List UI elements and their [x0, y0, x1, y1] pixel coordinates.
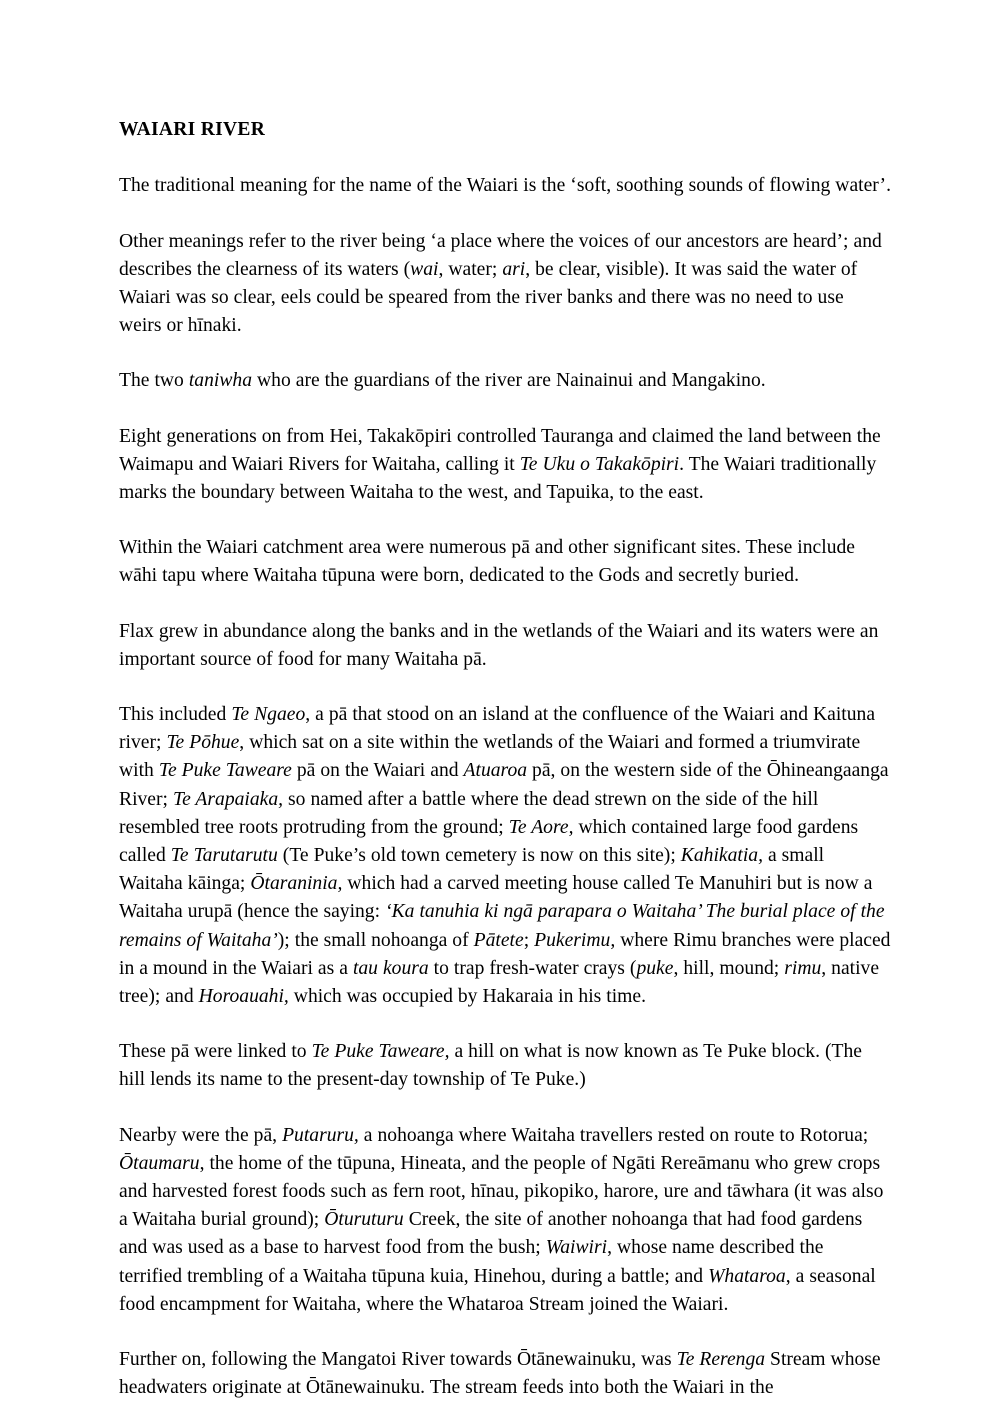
italic-term: Horoauahi, [198, 986, 289, 1008]
italic-term: Pātete [473, 929, 524, 951]
italic-term: Te Uku o Takakōpiri [519, 453, 680, 475]
italic-term: Ōtaumaru [119, 1152, 200, 1174]
italic-term: ‘Ka tanuhia ki ngā parapara o Waitaha’ The burial place of the remains of Waitaha’ [119, 901, 885, 951]
italic-term: Te Arapaiaka, [172, 788, 284, 810]
italic-term: Ōturuturu [324, 1209, 404, 1231]
italic-term: wai [410, 258, 439, 280]
italic-term: rimu [784, 957, 822, 979]
italic-term: Te Tarutarutu [170, 845, 278, 867]
italic-term: Atuaroa [463, 760, 528, 782]
paragraph-6: Flax grew in abundance along the banks and in the wetlands of the Waiari and its waters were an important source of food for many Waitaha pā. [119, 620, 879, 670]
italic-term: Pukerimu, [534, 929, 616, 951]
paragraph-10: Further on, following the Mangatoi River towards Ōtānewainuku, was Te Rerenga Stream whose headwaters originate at Ōtānewainuku. The stream feeds into both the Waiari in the [119, 1349, 881, 1399]
italic-term: Te Ngaeo [231, 704, 306, 726]
italic-term: Whataroa [708, 1265, 786, 1287]
italic-term: Te Puke Taweare [158, 760, 292, 782]
paragraph-9: Nearby were the pā, Putaruru, a nohoanga where Waitaha travellers rested on route to Rotorua; Ōtaumaru, the home of the tūpuna, Hineata, and the people of Ngāti Rereāmanu who grew crops and harvested forest foods such as fern root, hīnau, pikopiko, harore, ure and tāwhara (it was also a Waitaha burial ground); Ōturuturu Creek, the site of another nohoanga that had food gardens and was used as a base to harvest food from the bush; Waiwiri, whose name described the terrified trembling of a Waitaha tūpuna kuia, Hinehou, during a battle; and Whataroa, a seasonal food encampment for Waitaha, where the Whataroa Stream joined the Waiari. [119, 1124, 884, 1315]
paragraph-4: Eight generations on from Hei, Takakōpiri controlled Tauranga and claimed the land between the Waimapu and Waiari Rivers for Waitaha, calling it Te Uku o Takakōpiri. The Waiari traditionally marks the boundary between Waitaha to the west, and Tapuika, to the east. [119, 425, 881, 503]
italic-term: Te Aore, [508, 816, 574, 838]
italic-term: ari [502, 258, 526, 280]
paragraph-7: This included Te Ngaeo, a pā that stood on an island at the confluence of the Waiari and Kaituna river; Te Pōhue, which sat on a site within the wetlands of the Waiari and formed a triumvirate with Te Puke Taweare pā on the Waiari and Atuaroa pā, on the western side of the Ōhineangaanga River; Te Arapaiaka, so named after a battle where the dead strewn on the side of the hill resembled tree roots protruding from the ground; Te Aore, which contained large food gardens called Te Tarutarutu (Te Puke’s old town cemetery is now on this site); Kahikatia, a small Waitaha kāinga; Ōtaraninia, which had a carved meeting house called Te Manuhiri but is now a Waitaha urupā (hence the saying: ‘Ka tanuhia ki ngā parapara o Waitaha’ The burial place of the remains of Waitaha’); the small nohoanga of Pātete; Pukerimu, where Rimu branches were placed in a mound in the Waiari as a tau koura to trap fresh-water crays (puke, hill, mound; rimu, native tree); and Horoauahi, which was occupied by Hakaraia in his time. [119, 704, 891, 1008]
page-title: WAIARI RIVER [119, 119, 266, 140]
italic-term: Te Pōhue [166, 732, 240, 754]
italic-term: tau koura [352, 957, 429, 979]
paragraph-1: The traditional meaning for the name of the Waiari is the ‘soft, soothing sounds of flowing water’. [119, 175, 891, 197]
italic-term: taniwha [188, 370, 253, 392]
paragraph-5: Within the Waiari catchment area were numerous pā and other significant sites. These include wāhi tapu where Waitaha tūpuna were born, dedicated to the Gods and secretly buried. [119, 537, 855, 587]
italic-term: Kahikatia, [680, 845, 763, 867]
italic-term: Te Rerenga [676, 1349, 766, 1371]
italic-term: Waiwiri [545, 1237, 608, 1259]
paragraph-8: These pā were linked to Te Puke Taweare, a hill on what is now known as Te Puke block. (The hill lends its name to the present-day township of Te Puke.) [119, 1041, 862, 1091]
paragraph-3: The two taniwha who are the guardians of the river are Nainainui and Mangakino. [119, 370, 766, 392]
paragraph-2: Other meanings refer to the river being ‘a place where the voices of our ancestors are heard’; and describes the clearness of its waters (wai, water; ari, be clear, visible). It was said the water of Waiari was so clear, eels could be speared from the river banks and there was no need to use weirs or hīnaki. [119, 230, 882, 337]
italic-term: Te Puke Taweare, [311, 1041, 450, 1063]
italic-term: Ōtaraninia, [250, 873, 343, 895]
italic-term: Putaruru, [282, 1124, 359, 1146]
italic-term: puke [636, 957, 674, 979]
